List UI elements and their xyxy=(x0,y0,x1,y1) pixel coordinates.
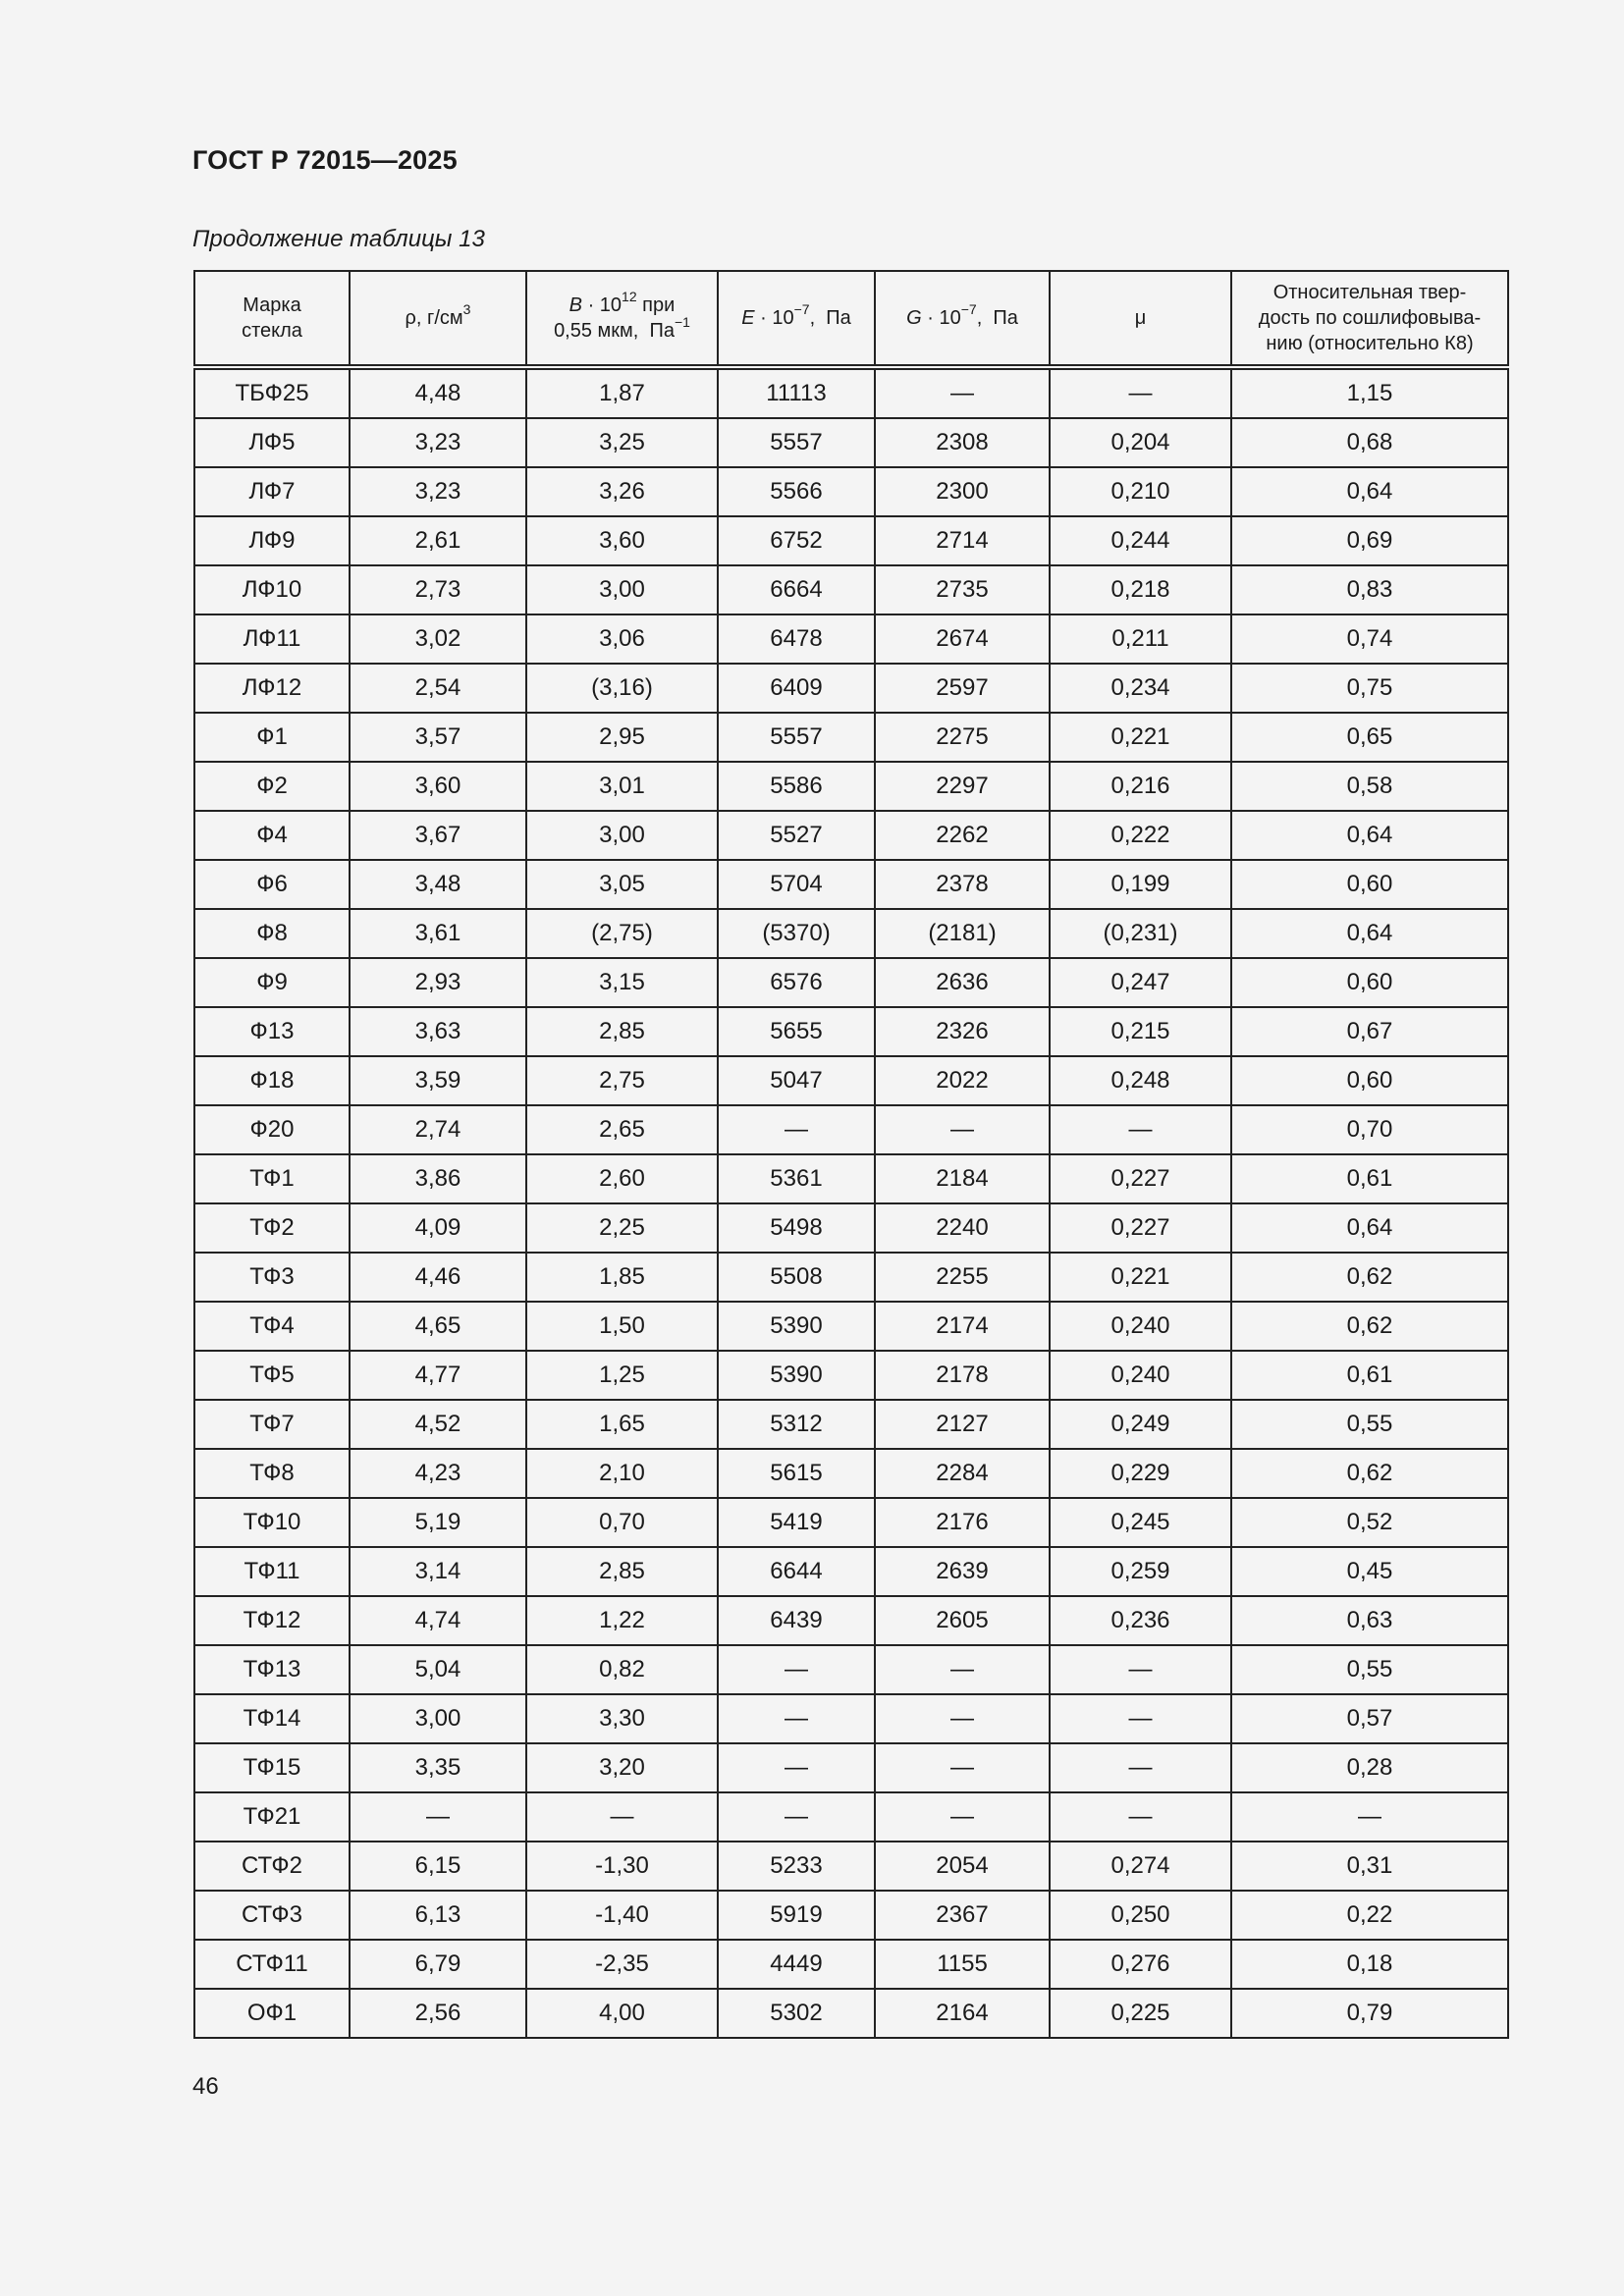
table-cell: 2,61 xyxy=(350,516,526,565)
table-cell: — xyxy=(1050,1694,1231,1743)
table-cell: 5,19 xyxy=(350,1498,526,1547)
table-row xyxy=(194,811,1508,860)
table-cell: Ф8 xyxy=(194,909,350,958)
table-cell: 0,62 xyxy=(1231,1302,1508,1351)
table-cell: — xyxy=(526,1792,718,1842)
table-cell: 3,60 xyxy=(526,516,718,565)
table-cell: 2275 xyxy=(875,713,1050,762)
table-cell: 0,274 xyxy=(1050,1842,1231,1891)
table-cell: 4,52 xyxy=(350,1400,526,1449)
table-cell: Ф20 xyxy=(194,1105,350,1154)
table-cell: 0,240 xyxy=(1050,1351,1231,1400)
table-cell: 0,65 xyxy=(1231,713,1508,762)
table-cell: 2174 xyxy=(875,1302,1050,1351)
table-cell: — xyxy=(1050,1645,1231,1694)
table-cell: — xyxy=(718,1792,875,1842)
table-cell: 2,93 xyxy=(350,958,526,1007)
table-cell: ТФ11 xyxy=(194,1547,350,1596)
table-row xyxy=(194,860,1508,909)
table-cell: 3,23 xyxy=(350,418,526,467)
page-number: 46 xyxy=(192,2073,219,2100)
table-row xyxy=(194,1105,1508,1154)
table-cell: 2262 xyxy=(875,811,1050,860)
table-cell: 2636 xyxy=(875,958,1050,1007)
table-cell: 1,25 xyxy=(526,1351,718,1400)
table-cell: 2,75 xyxy=(526,1056,718,1105)
table-cell: 5361 xyxy=(718,1154,875,1203)
table-cell: 0,82 xyxy=(526,1645,718,1694)
table-cell: 6,13 xyxy=(350,1891,526,1940)
table-cell: — xyxy=(718,1694,875,1743)
table-cell: 3,20 xyxy=(526,1743,718,1792)
table-row xyxy=(194,1940,1508,1989)
table-cell: 2164 xyxy=(875,1989,1050,2038)
table-cell: 2639 xyxy=(875,1547,1050,1596)
table-cell: 6576 xyxy=(718,958,875,1007)
table-row xyxy=(194,664,1508,713)
table-cell: 0,55 xyxy=(1231,1400,1508,1449)
table-cell: 3,86 xyxy=(350,1154,526,1203)
table-cell: 5919 xyxy=(718,1891,875,1940)
table-cell: 0,63 xyxy=(1231,1596,1508,1645)
table-cell: 3,35 xyxy=(350,1743,526,1792)
table-cell: 3,00 xyxy=(526,811,718,860)
table-cell: 0,218 xyxy=(1050,565,1231,614)
table-cell: 3,63 xyxy=(350,1007,526,1056)
table-cell: 0,215 xyxy=(1050,1007,1231,1056)
table-row xyxy=(194,418,1508,467)
table-cell: 0,236 xyxy=(1050,1596,1231,1645)
table-header-row xyxy=(194,271,1508,367)
table-cell: 2240 xyxy=(875,1203,1050,1253)
table-cell: 5557 xyxy=(718,418,875,467)
table-cell: (2181) xyxy=(875,909,1050,958)
table-cell: ТФ5 xyxy=(194,1351,350,1400)
table-cell: 2,95 xyxy=(526,713,718,762)
table-cell: 2255 xyxy=(875,1253,1050,1302)
table-cell: 0,22 xyxy=(1231,1891,1508,1940)
table-cell: 4,77 xyxy=(350,1351,526,1400)
table-cell: 2054 xyxy=(875,1842,1050,1891)
table-cell: 4,46 xyxy=(350,1253,526,1302)
glass-properties-table xyxy=(193,270,1509,2039)
table-row xyxy=(194,1007,1508,1056)
table-cell: ТФ7 xyxy=(194,1400,350,1449)
table-cell: 0,75 xyxy=(1231,664,1508,713)
table-cell: 2,10 xyxy=(526,1449,718,1498)
table-cell: 0,60 xyxy=(1231,958,1508,1007)
table-cell: Ф13 xyxy=(194,1007,350,1056)
table-cell: — xyxy=(718,1105,875,1154)
table-cell: 0,69 xyxy=(1231,516,1508,565)
table-cell: 0,58 xyxy=(1231,762,1508,811)
table-cell: 2674 xyxy=(875,614,1050,664)
table-cell: Ф9 xyxy=(194,958,350,1007)
table-cell: 0,64 xyxy=(1231,467,1508,516)
table-cell: 3,48 xyxy=(350,860,526,909)
table-cell: 3,57 xyxy=(350,713,526,762)
table-row xyxy=(194,958,1508,1007)
table-cell: — xyxy=(1231,1792,1508,1842)
table-cell: 0,64 xyxy=(1231,1203,1508,1253)
table-row xyxy=(194,1743,1508,1792)
table-cell: 0,70 xyxy=(526,1498,718,1547)
table-cell: — xyxy=(875,1645,1050,1694)
table-row xyxy=(194,516,1508,565)
table-cell: 3,67 xyxy=(350,811,526,860)
table-row xyxy=(194,1498,1508,1547)
table-row xyxy=(194,1989,1508,2038)
table-cell: Ф6 xyxy=(194,860,350,909)
col-header-density: ρ, $г/см^3$ xyxy=(350,271,526,367)
table-cell: 5233 xyxy=(718,1842,875,1891)
table-cell: 5586 xyxy=(718,762,875,811)
table-cell: Ф18 xyxy=(194,1056,350,1105)
table-cell: 2,60 xyxy=(526,1154,718,1203)
table-cell: 3,06 xyxy=(526,614,718,664)
table-cell: 0,221 xyxy=(1050,1253,1231,1302)
table-cell: 0,276 xyxy=(1050,1940,1231,1989)
document-code: ГОСТ Р 72015—2025 xyxy=(192,145,458,175)
table-cell: 4,74 xyxy=(350,1596,526,1645)
table-cell: 0,249 xyxy=(1050,1400,1231,1449)
table-cell: 0,244 xyxy=(1050,516,1231,565)
table-cell: 0,70 xyxy=(1231,1105,1508,1154)
table-row xyxy=(194,1596,1508,1645)
table-cell: 0,204 xyxy=(1050,418,1231,467)
table-row xyxy=(194,1547,1508,1596)
table-cell: 0,52 xyxy=(1231,1498,1508,1547)
table-cell: 0,247 xyxy=(1050,958,1231,1007)
table-cell: 3,02 xyxy=(350,614,526,664)
table-row xyxy=(194,1351,1508,1400)
table-cell: — xyxy=(875,1792,1050,1842)
table-cell: 3,14 xyxy=(350,1547,526,1596)
table-cell: 1,50 xyxy=(526,1302,718,1351)
table-row xyxy=(194,1645,1508,1694)
table-cell: 4,09 xyxy=(350,1203,526,1253)
table-cell: 2,85 xyxy=(526,1547,718,1596)
table-row xyxy=(194,713,1508,762)
table-cell: — xyxy=(1050,1743,1231,1792)
table-cell: 0,18 xyxy=(1231,1940,1508,1989)
table-cell: 5704 xyxy=(718,860,875,909)
table-cell: 0,199 xyxy=(1050,860,1231,909)
table-cell: (5370) xyxy=(718,909,875,958)
table-cell: 0,64 xyxy=(1231,909,1508,958)
table-cell: 0,28 xyxy=(1231,1743,1508,1792)
table-cell: — xyxy=(718,1645,875,1694)
table-cell: 5566 xyxy=(718,467,875,516)
table-cell: 0,210 xyxy=(1050,467,1231,516)
table-cell: 0,221 xyxy=(1050,713,1231,762)
table-cell: 6439 xyxy=(718,1596,875,1645)
table-cell: 0,67 xyxy=(1231,1007,1508,1056)
table-cell: СТФ2 xyxy=(194,1842,350,1891)
table-cell: — xyxy=(875,1694,1050,1743)
table-cell: 0,234 xyxy=(1050,664,1231,713)
table-cell: 0,240 xyxy=(1050,1302,1231,1351)
table-cell: ТФ13 xyxy=(194,1645,350,1694)
table-row xyxy=(194,762,1508,811)
table-cell: 2,56 xyxy=(350,1989,526,2038)
table-cell: ТФ2 xyxy=(194,1203,350,1253)
table-cell: 6478 xyxy=(718,614,875,664)
table-cell: 6752 xyxy=(718,516,875,565)
table-cell: 0,45 xyxy=(1231,1547,1508,1596)
table-cell: 0,60 xyxy=(1231,1056,1508,1105)
table-cell: 0,61 xyxy=(1231,1351,1508,1400)
table-cell: -1,30 xyxy=(526,1842,718,1891)
table-cell: 2605 xyxy=(875,1596,1050,1645)
table-row xyxy=(194,1154,1508,1203)
table-cell: 0,250 xyxy=(1050,1891,1231,1940)
table-cell: 0,259 xyxy=(1050,1547,1231,1596)
table-cell: 0,225 xyxy=(1050,1989,1231,2038)
table-cell: 0,227 xyxy=(1050,1203,1231,1253)
table-cell: 4,23 xyxy=(350,1449,526,1498)
table-cell: (3,16) xyxy=(526,664,718,713)
table-cell: 2,73 xyxy=(350,565,526,614)
table-cell: 2,65 xyxy=(526,1105,718,1154)
table-cell: 0,216 xyxy=(1050,762,1231,811)
table-cell: 1,65 xyxy=(526,1400,718,1449)
table-cell: 3,05 xyxy=(526,860,718,909)
table-cell: 1,22 xyxy=(526,1596,718,1645)
table-cell: 0,79 xyxy=(1231,1989,1508,2038)
table-row xyxy=(194,565,1508,614)
table-cell: ТФ15 xyxy=(194,1743,350,1792)
table-row xyxy=(194,467,1508,516)
table-cell: ЛФ11 xyxy=(194,614,350,664)
table-cell: 2714 xyxy=(875,516,1050,565)
table-cell: 5302 xyxy=(718,1989,875,2038)
table-cell: 2,85 xyxy=(526,1007,718,1056)
table-cell: 3,59 xyxy=(350,1056,526,1105)
table-cell: 0,55 xyxy=(1231,1645,1508,1694)
table-cell: 6409 xyxy=(718,664,875,713)
table-cell: 5615 xyxy=(718,1449,875,1498)
table-cell: 5047 xyxy=(718,1056,875,1105)
table-cell: 2367 xyxy=(875,1891,1050,1940)
table-row xyxy=(194,909,1508,958)
table-cell: ТФ8 xyxy=(194,1449,350,1498)
table-cell: 3,15 xyxy=(526,958,718,1007)
table-cell: ТФ14 xyxy=(194,1694,350,1743)
table-cell: 0,229 xyxy=(1050,1449,1231,1498)
table-cell: Ф1 xyxy=(194,713,350,762)
table-cell: 6,15 xyxy=(350,1842,526,1891)
table-cell: 0,64 xyxy=(1231,811,1508,860)
table-row xyxy=(194,1056,1508,1105)
table-cell: СТФ3 xyxy=(194,1891,350,1940)
table-cell: 11113 xyxy=(718,367,875,418)
table-row xyxy=(194,1694,1508,1743)
table-cell: 3,00 xyxy=(350,1694,526,1743)
table-cell: 0,60 xyxy=(1231,860,1508,909)
table-cell: 5655 xyxy=(718,1007,875,1056)
col-header-grade: Марка стекла xyxy=(194,271,350,367)
table-cell: 0,222 xyxy=(1050,811,1231,860)
table-cell: 0,83 xyxy=(1231,565,1508,614)
table-cell: Ф2 xyxy=(194,762,350,811)
table-cell: ЛФ7 xyxy=(194,467,350,516)
table-cell: 2297 xyxy=(875,762,1050,811)
table-cell: 3,23 xyxy=(350,467,526,516)
table-cell: ЛФ10 xyxy=(194,565,350,614)
table-row xyxy=(194,1792,1508,1842)
table-cell: 2308 xyxy=(875,418,1050,467)
table-cell: (2,75) xyxy=(526,909,718,958)
table-cell: 0,227 xyxy=(1050,1154,1231,1203)
table-cell: 2,74 xyxy=(350,1105,526,1154)
table-cell: 2378 xyxy=(875,860,1050,909)
table-cell: 1,87 xyxy=(526,367,718,418)
table-cell: 5312 xyxy=(718,1400,875,1449)
table-cell: ТФ4 xyxy=(194,1302,350,1351)
table-cell: 0,61 xyxy=(1231,1154,1508,1203)
table-cell: 2127 xyxy=(875,1400,1050,1449)
table-row xyxy=(194,1203,1508,1253)
table-cell: СТФ11 xyxy=(194,1940,350,1989)
table-cell: 4449 xyxy=(718,1940,875,1989)
table-cell: 6644 xyxy=(718,1547,875,1596)
table-cell: ТФ10 xyxy=(194,1498,350,1547)
table-cell: 3,01 xyxy=(526,762,718,811)
table-cell: — xyxy=(1050,1792,1231,1842)
table-row xyxy=(194,1891,1508,1940)
table-cell: ТФ21 xyxy=(194,1792,350,1842)
table-row xyxy=(194,1302,1508,1351)
table-cell: 6,79 xyxy=(350,1940,526,1989)
table-cell: 3,26 xyxy=(526,467,718,516)
table-cell: 2597 xyxy=(875,664,1050,713)
table-cell: 1155 xyxy=(875,1940,1050,1989)
table-cell: — xyxy=(350,1792,526,1842)
col-header-photoelastic: $B \cdot 10^{12}$ при 0,55 мкм, $Па^{-1}$ xyxy=(526,271,718,367)
table-cell: 2178 xyxy=(875,1351,1050,1400)
table-cell: 2022 xyxy=(875,1056,1050,1105)
table-cell: 0,68 xyxy=(1231,418,1508,467)
table-cell: — xyxy=(875,1105,1050,1154)
table-cell: 2284 xyxy=(875,1449,1050,1498)
table-cell: ТФ1 xyxy=(194,1154,350,1203)
table-row xyxy=(194,1253,1508,1302)
table-cell: (0,231) xyxy=(1050,909,1231,958)
table-cell: 0,57 xyxy=(1231,1694,1508,1743)
table-row xyxy=(194,367,1508,418)
table-cell: 0,31 xyxy=(1231,1842,1508,1891)
table-caption: Продолжение таблицы 13 xyxy=(192,226,485,252)
table-cell: 2300 xyxy=(875,467,1050,516)
table-cell: ТФ12 xyxy=(194,1596,350,1645)
table-cell: 5498 xyxy=(718,1203,875,1253)
table-cell: — xyxy=(875,367,1050,418)
table-cell: ОФ1 xyxy=(194,1989,350,2038)
table-cell: 3,00 xyxy=(526,565,718,614)
table-cell: 2735 xyxy=(875,565,1050,614)
table-cell: 0,248 xyxy=(1050,1056,1231,1105)
table-cell: 5527 xyxy=(718,811,875,860)
table-cell: 1,85 xyxy=(526,1253,718,1302)
table-cell: ЛФ5 xyxy=(194,418,350,467)
table-cell: 2,25 xyxy=(526,1203,718,1253)
table-cell: ТБФ25 xyxy=(194,367,350,418)
table-cell: 0,62 xyxy=(1231,1253,1508,1302)
table-cell: -1,40 xyxy=(526,1891,718,1940)
table-cell: — xyxy=(1050,1105,1231,1154)
table-cell: 5390 xyxy=(718,1351,875,1400)
table-cell: 5419 xyxy=(718,1498,875,1547)
table-cell: 6664 xyxy=(718,565,875,614)
table-cell: 0,211 xyxy=(1050,614,1231,664)
table-cell: 5508 xyxy=(718,1253,875,1302)
col-header-young-modulus: $E \cdot 10^{-7}$, Па xyxy=(718,271,875,367)
table-cell: Ф4 xyxy=(194,811,350,860)
col-header-hardness: Относительная твер- дость по сошлифовыва- нию (относительно К8) xyxy=(1231,271,1508,367)
table-cell: ТФ3 xyxy=(194,1253,350,1302)
table-cell: 2,54 xyxy=(350,664,526,713)
table-cell: 0,74 xyxy=(1231,614,1508,664)
table-cell: 5,04 xyxy=(350,1645,526,1694)
table-cell: — xyxy=(875,1743,1050,1792)
table-row xyxy=(194,1400,1508,1449)
table-row xyxy=(194,1449,1508,1498)
table-cell: 2326 xyxy=(875,1007,1050,1056)
table-cell: — xyxy=(1050,367,1231,418)
table-cell: 3,25 xyxy=(526,418,718,467)
table-cell: 3,61 xyxy=(350,909,526,958)
table-cell: -2,35 xyxy=(526,1940,718,1989)
table-cell: 5557 xyxy=(718,713,875,762)
table-cell: 3,60 xyxy=(350,762,526,811)
col-header-shear-modulus: $G \cdot 10^{-7}$, Па xyxy=(875,271,1050,367)
table-cell: ЛФ12 xyxy=(194,664,350,713)
col-header-poisson: μ xyxy=(1050,271,1231,367)
table-cell: 0,245 xyxy=(1050,1498,1231,1547)
table-cell: 4,00 xyxy=(526,1989,718,2038)
table-cell: — xyxy=(718,1743,875,1792)
table-cell: 2184 xyxy=(875,1154,1050,1203)
table-cell: 4,48 xyxy=(350,367,526,418)
table-cell: ЛФ9 xyxy=(194,516,350,565)
table-cell: 5390 xyxy=(718,1302,875,1351)
table-row xyxy=(194,614,1508,664)
table-cell: 3,30 xyxy=(526,1694,718,1743)
table-cell: 0,62 xyxy=(1231,1449,1508,1498)
table-cell: 4,65 xyxy=(350,1302,526,1351)
table-row xyxy=(194,1842,1508,1891)
table-cell: 2176 xyxy=(875,1498,1050,1547)
table-cell: 1,15 xyxy=(1231,367,1508,418)
